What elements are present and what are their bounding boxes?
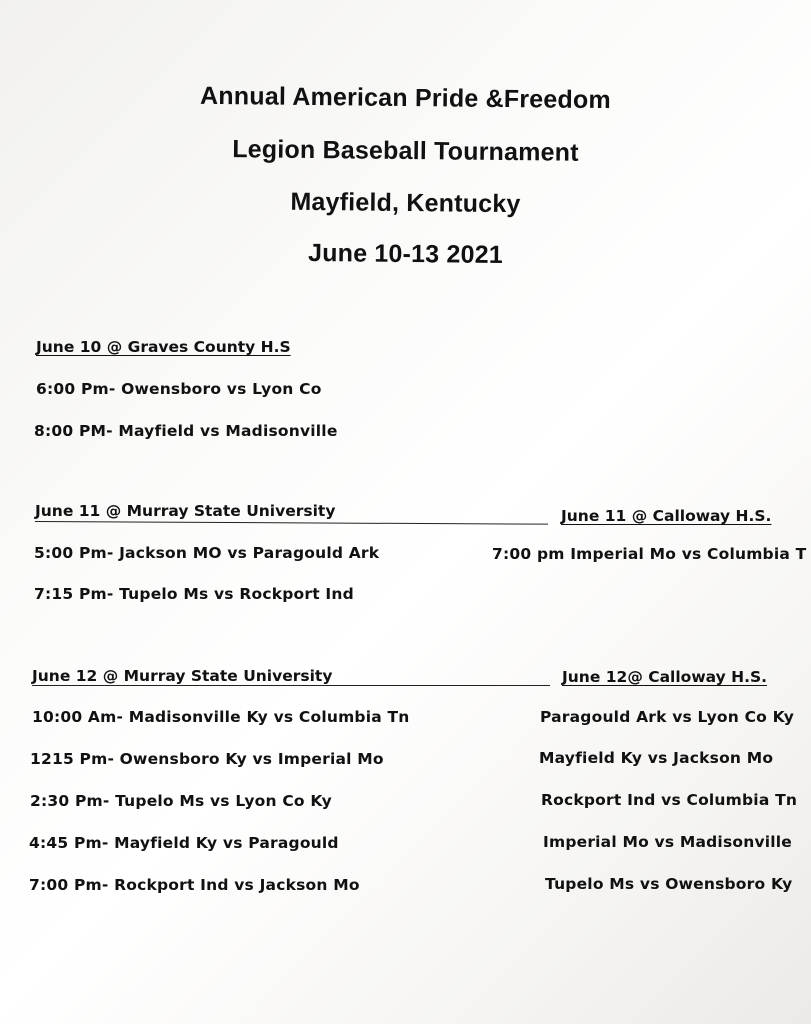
june11-right-heading: June 11 @ Calloway H.S. <box>561 507 772 525</box>
june12-right-game-1: Paragould Ark vs Lyon Co Ky <box>540 708 795 726</box>
june12-left-game-3: 2:30 Pm- Tupelo Ms vs Lyon Co Ky <box>30 792 332 810</box>
june12-right-game-5: Tupelo Ms vs Owensboro Ky <box>545 875 793 893</box>
june12-left-game-5: 7:00 Pm- Rockport Ind vs Jackson Mo <box>29 876 360 894</box>
title-line-2: Legion Baseball Tournament <box>232 135 579 167</box>
june11-left-heading: June 11 @ Murray State University <box>35 502 336 520</box>
june10-heading: June 10 @ Graves County H.S <box>36 338 291 356</box>
june11-divider <box>35 521 548 525</box>
title-line-1: Annual American Pride &Freedom <box>199 81 611 115</box>
june12-right-game-4: Imperial Mo vs Madisonville <box>543 833 793 851</box>
june12-left-game-4: 4:45 Pm- Mayfield Ky vs Paragould <box>29 834 339 852</box>
june11-right-game-1: 7:00 pm Imperial Mo vs Columbia T <box>492 545 807 563</box>
june12-left-heading: June 12 @ Murray State University <box>32 667 333 685</box>
june12-left-game-2: 1215 Pm- Owensboro Ky vs Imperial Mo <box>30 750 384 768</box>
june10-game-2: 8:00 PM- Mayfield vs Madisonville <box>34 422 338 440</box>
june12-divider <box>32 685 550 686</box>
june12-right-game-3: Rockport Ind vs Columbia Tn <box>541 791 798 809</box>
june11-left-game-2: 7:15 Pm- Tupelo Ms vs Rockport Ind <box>34 585 354 603</box>
june10-game-1: 6:00 Pm- Owensboro vs Lyon Co <box>36 380 322 398</box>
june12-right-heading: June 12@ Calloway H.S. <box>562 668 768 686</box>
title-line-3: Mayfield, Kentucky <box>290 187 521 219</box>
june12-left-game-1: 10:00 Am- Madisonville Ky vs Columbia Tn <box>32 708 410 726</box>
title-line-4: June 10-13 2021 <box>307 238 504 270</box>
june11-left-game-1: 5:00 Pm- Jackson MO vs Paragould Ark <box>34 544 380 562</box>
june12-right-game-2: Mayfield Ky vs Jackson Mo <box>539 749 774 767</box>
